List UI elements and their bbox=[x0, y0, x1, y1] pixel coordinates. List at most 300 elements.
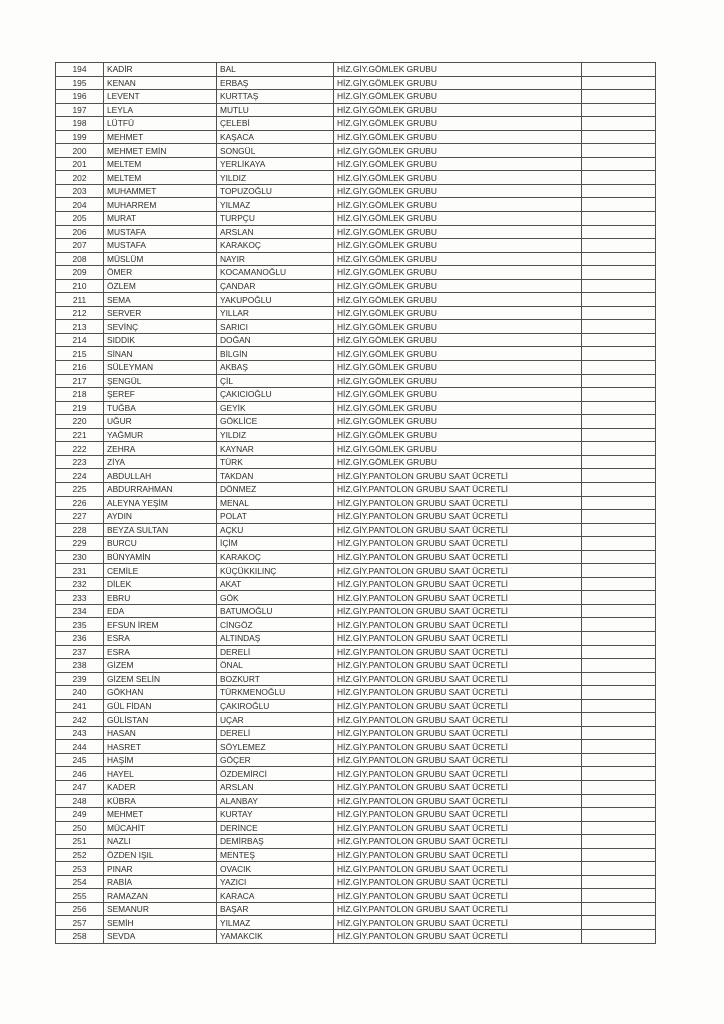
table-row bbox=[56, 63, 656, 77]
department-cell: HİZ.GİY.GÖMLEK GRUBU bbox=[334, 239, 582, 253]
department-cell: HİZ.GİY.PANTOLON GRUBU SAAT ÜCRETLİ bbox=[334, 577, 582, 591]
table-row bbox=[56, 930, 656, 944]
last-name-cell: OVACIK bbox=[217, 862, 334, 876]
first-name-cell: MEHMET bbox=[104, 808, 217, 822]
empty-cell bbox=[582, 184, 656, 198]
first-name-cell: LEVENT bbox=[104, 90, 217, 104]
department-cell: HİZ.GİY.PANTOLON GRUBU SAAT ÜCRETLİ bbox=[334, 726, 582, 740]
empty-cell bbox=[582, 523, 656, 537]
first-name-cell: SEMANUR bbox=[104, 902, 217, 916]
first-name-cell: EBRU bbox=[104, 591, 217, 605]
empty-cell bbox=[582, 442, 656, 456]
last-name-cell: BİLGİN bbox=[217, 347, 334, 361]
table-row bbox=[56, 875, 656, 889]
first-name-cell: RAMAZAN bbox=[104, 889, 217, 903]
last-name-cell: YAKUPOĞLU bbox=[217, 293, 334, 307]
row-number-cell: 223 bbox=[56, 455, 104, 469]
table-row bbox=[56, 496, 656, 510]
empty-cell bbox=[582, 469, 656, 483]
table-row bbox=[56, 76, 656, 90]
empty-cell bbox=[582, 225, 656, 239]
empty-cell bbox=[582, 144, 656, 158]
empty-cell bbox=[582, 63, 656, 77]
last-name-cell: YILMAZ bbox=[217, 198, 334, 212]
row-number-cell: 251 bbox=[56, 835, 104, 849]
department-cell: HİZ.GİY.GÖMLEK GRUBU bbox=[334, 157, 582, 171]
row-number-cell: 229 bbox=[56, 537, 104, 551]
row-number-cell: 246 bbox=[56, 767, 104, 781]
table-row bbox=[56, 537, 656, 551]
table-row bbox=[56, 388, 656, 402]
department-cell: HİZ.GİY.GÖMLEK GRUBU bbox=[334, 361, 582, 375]
last-name-cell: BATUMOĞLU bbox=[217, 604, 334, 618]
first-name-cell: ABDULLAH bbox=[104, 469, 217, 483]
row-number-cell: 194 bbox=[56, 63, 104, 77]
last-name-cell: KOCAMANOĞLU bbox=[217, 266, 334, 280]
department-cell: HİZ.GİY.PANTOLON GRUBU SAAT ÜCRETLİ bbox=[334, 510, 582, 524]
last-name-cell: TAKDAN bbox=[217, 469, 334, 483]
department-cell: HİZ.GİY.PANTOLON GRUBU SAAT ÜCRETLİ bbox=[334, 604, 582, 618]
last-name-cell: MENTEŞ bbox=[217, 848, 334, 862]
row-number-cell: 252 bbox=[56, 848, 104, 862]
table-row bbox=[56, 320, 656, 334]
first-name-cell: ALEYNA YEŞİM bbox=[104, 496, 217, 510]
department-cell: HİZ.GİY.PANTOLON GRUBU SAAT ÜCRETLİ bbox=[334, 672, 582, 686]
first-name-cell: SÜLEYMAN bbox=[104, 361, 217, 375]
empty-cell bbox=[582, 239, 656, 253]
row-number-cell: 230 bbox=[56, 550, 104, 564]
last-name-cell: SÖYLEMEZ bbox=[217, 740, 334, 754]
last-name-cell: ÇAKIROĞLU bbox=[217, 699, 334, 713]
first-name-cell: HASAN bbox=[104, 726, 217, 740]
row-number-cell: 241 bbox=[56, 699, 104, 713]
last-name-cell: UÇAR bbox=[217, 713, 334, 727]
department-cell: HİZ.GİY.PANTOLON GRUBU SAAT ÜCRETLİ bbox=[334, 835, 582, 849]
empty-cell bbox=[582, 699, 656, 713]
empty-cell bbox=[582, 401, 656, 415]
empty-cell bbox=[582, 496, 656, 510]
first-name-cell: SEVDA bbox=[104, 930, 217, 944]
last-name-cell: BOZKURT bbox=[217, 672, 334, 686]
row-number-cell: 225 bbox=[56, 482, 104, 496]
table-row bbox=[56, 889, 656, 903]
department-cell: HİZ.GİY.PANTOLON GRUBU SAAT ÜCRETLİ bbox=[334, 916, 582, 930]
department-cell: HİZ.GİY.GÖMLEK GRUBU bbox=[334, 184, 582, 198]
row-number-cell: 215 bbox=[56, 347, 104, 361]
first-name-cell: YAĞMUR bbox=[104, 428, 217, 442]
row-number-cell: 200 bbox=[56, 144, 104, 158]
empty-cell bbox=[582, 76, 656, 90]
last-name-cell: ÖZDEMİRCİ bbox=[217, 767, 334, 781]
row-number-cell: 232 bbox=[56, 577, 104, 591]
first-name-cell: MUHARREM bbox=[104, 198, 217, 212]
table-row bbox=[56, 821, 656, 835]
department-cell: HİZ.GİY.GÖMLEK GRUBU bbox=[334, 388, 582, 402]
empty-cell bbox=[582, 889, 656, 903]
empty-cell bbox=[582, 388, 656, 402]
row-number-cell: 227 bbox=[56, 510, 104, 524]
last-name-cell: DERİNCE bbox=[217, 821, 334, 835]
table-row bbox=[56, 794, 656, 808]
table-row bbox=[56, 442, 656, 456]
row-number-cell: 220 bbox=[56, 415, 104, 429]
table-row bbox=[56, 144, 656, 158]
department-cell: HİZ.GİY.PANTOLON GRUBU SAAT ÜCRETLİ bbox=[334, 930, 582, 944]
empty-cell bbox=[582, 482, 656, 496]
department-cell: HİZ.GİY.GÖMLEK GRUBU bbox=[334, 171, 582, 185]
first-name-cell: ÖZDEN IŞIL bbox=[104, 848, 217, 862]
table-row bbox=[56, 835, 656, 849]
empty-cell bbox=[582, 740, 656, 754]
empty-cell bbox=[582, 902, 656, 916]
first-name-cell: UĞUR bbox=[104, 415, 217, 429]
table-row bbox=[56, 848, 656, 862]
department-cell: HİZ.GİY.GÖMLEK GRUBU bbox=[334, 144, 582, 158]
empty-cell bbox=[582, 686, 656, 700]
row-number-cell: 222 bbox=[56, 442, 104, 456]
empty-cell bbox=[582, 455, 656, 469]
first-name-cell: SİNAN bbox=[104, 347, 217, 361]
empty-cell bbox=[582, 279, 656, 293]
last-name-cell: MENAL bbox=[217, 496, 334, 510]
department-cell: HİZ.GİY.GÖMLEK GRUBU bbox=[334, 455, 582, 469]
last-name-cell: BAL bbox=[217, 63, 334, 77]
department-cell: HİZ.GİY.GÖMLEK GRUBU bbox=[334, 306, 582, 320]
empty-cell bbox=[582, 835, 656, 849]
table-row bbox=[56, 279, 656, 293]
first-name-cell: MELTEM bbox=[104, 171, 217, 185]
last-name-cell: ÇAKICIOĞLU bbox=[217, 388, 334, 402]
row-number-cell: 207 bbox=[56, 239, 104, 253]
empty-cell bbox=[582, 821, 656, 835]
first-name-cell: BÜNYAMİN bbox=[104, 550, 217, 564]
table-row bbox=[56, 686, 656, 700]
first-name-cell: HAŞİM bbox=[104, 753, 217, 767]
empty-cell bbox=[582, 659, 656, 673]
department-cell: HİZ.GİY.GÖMLEK GRUBU bbox=[334, 442, 582, 456]
table-row bbox=[56, 699, 656, 713]
first-name-cell: GÜLİSTAN bbox=[104, 713, 217, 727]
department-cell: HİZ.GİY.PANTOLON GRUBU SAAT ÜCRETLİ bbox=[334, 848, 582, 862]
row-number-cell: 197 bbox=[56, 103, 104, 117]
row-number-cell: 247 bbox=[56, 780, 104, 794]
empty-cell bbox=[582, 428, 656, 442]
row-number-cell: 213 bbox=[56, 320, 104, 334]
table-row bbox=[56, 577, 656, 591]
department-cell: HİZ.GİY.PANTOLON GRUBU SAAT ÜCRETLİ bbox=[334, 686, 582, 700]
first-name-cell: GİZEM SELİN bbox=[104, 672, 217, 686]
row-number-cell: 240 bbox=[56, 686, 104, 700]
last-name-cell: TOPUZOĞLU bbox=[217, 184, 334, 198]
table-row bbox=[56, 239, 656, 253]
department-cell: HİZ.GİY.GÖMLEK GRUBU bbox=[334, 293, 582, 307]
department-cell: HİZ.GİY.GÖMLEK GRUBU bbox=[334, 63, 582, 77]
last-name-cell: ÇELEBİ bbox=[217, 117, 334, 131]
first-name-cell: BURCU bbox=[104, 537, 217, 551]
department-cell: HİZ.GİY.PANTOLON GRUBU SAAT ÜCRETLİ bbox=[334, 591, 582, 605]
table-row bbox=[56, 90, 656, 104]
table-row bbox=[56, 713, 656, 727]
first-name-cell: AYDIN bbox=[104, 510, 217, 524]
last-name-cell: TÜRKMENOĞLU bbox=[217, 686, 334, 700]
row-number-cell: 255 bbox=[56, 889, 104, 903]
empty-cell bbox=[582, 808, 656, 822]
empty-cell bbox=[582, 645, 656, 659]
last-name-cell: GÖÇER bbox=[217, 753, 334, 767]
empty-cell bbox=[582, 320, 656, 334]
first-name-cell: ZEHRA bbox=[104, 442, 217, 456]
table-row bbox=[56, 740, 656, 754]
table-row bbox=[56, 902, 656, 916]
table-row bbox=[56, 252, 656, 266]
empty-cell bbox=[582, 293, 656, 307]
first-name-cell: KÜBRA bbox=[104, 794, 217, 808]
department-cell: HİZ.GİY.GÖMLEK GRUBU bbox=[334, 320, 582, 334]
department-cell: HİZ.GİY.PANTOLON GRUBU SAAT ÜCRETLİ bbox=[334, 564, 582, 578]
department-cell: HİZ.GİY.PANTOLON GRUBU SAAT ÜCRETLİ bbox=[334, 875, 582, 889]
department-cell: HİZ.GİY.GÖMLEK GRUBU bbox=[334, 225, 582, 239]
empty-cell bbox=[582, 767, 656, 781]
row-number-cell: 204 bbox=[56, 198, 104, 212]
last-name-cell: KURTAY bbox=[217, 808, 334, 822]
empty-cell bbox=[582, 794, 656, 808]
table-row bbox=[56, 862, 656, 876]
department-cell: HİZ.GİY.GÖMLEK GRUBU bbox=[334, 117, 582, 131]
department-cell: HİZ.GİY.GÖMLEK GRUBU bbox=[334, 76, 582, 90]
empty-cell bbox=[582, 916, 656, 930]
department-cell: HİZ.GİY.GÖMLEK GRUBU bbox=[334, 130, 582, 144]
table-row bbox=[56, 604, 656, 618]
first-name-cell: CEMİLE bbox=[104, 564, 217, 578]
first-name-cell: MEHMET EMİN bbox=[104, 144, 217, 158]
department-cell: HİZ.GİY.PANTOLON GRUBU SAAT ÜCRETLİ bbox=[334, 496, 582, 510]
last-name-cell: DEMİRBAŞ bbox=[217, 835, 334, 849]
first-name-cell: LÜTFÜ bbox=[104, 117, 217, 131]
row-number-cell: 258 bbox=[56, 930, 104, 944]
row-number-cell: 214 bbox=[56, 333, 104, 347]
last-name-cell: MUTLU bbox=[217, 103, 334, 117]
department-cell: HİZ.GİY.GÖMLEK GRUBU bbox=[334, 347, 582, 361]
first-name-cell: ESRA bbox=[104, 645, 217, 659]
table-row bbox=[56, 564, 656, 578]
empty-cell bbox=[582, 577, 656, 591]
first-name-cell: EFSUN İREM bbox=[104, 618, 217, 632]
department-cell: HİZ.GİY.GÖMLEK GRUBU bbox=[334, 333, 582, 347]
empty-cell bbox=[582, 252, 656, 266]
department-cell: HİZ.GİY.PANTOLON GRUBU SAAT ÜCRETLİ bbox=[334, 767, 582, 781]
row-number-cell: 226 bbox=[56, 496, 104, 510]
row-number-cell: 256 bbox=[56, 902, 104, 916]
first-name-cell: GİZEM bbox=[104, 659, 217, 673]
row-number-cell: 198 bbox=[56, 117, 104, 131]
table-row bbox=[56, 591, 656, 605]
table-row bbox=[56, 808, 656, 822]
department-cell: HİZ.GİY.PANTOLON GRUBU SAAT ÜCRETLİ bbox=[334, 902, 582, 916]
empty-cell bbox=[582, 266, 656, 280]
department-cell: HİZ.GİY.GÖMLEK GRUBU bbox=[334, 401, 582, 415]
table-row bbox=[56, 306, 656, 320]
row-number-cell: 203 bbox=[56, 184, 104, 198]
table-row bbox=[56, 401, 656, 415]
empty-cell bbox=[582, 604, 656, 618]
department-cell: HİZ.GİY.PANTOLON GRUBU SAAT ÜCRETLİ bbox=[334, 659, 582, 673]
table-row bbox=[56, 550, 656, 564]
empty-cell bbox=[582, 157, 656, 171]
empty-cell bbox=[582, 726, 656, 740]
empty-cell bbox=[582, 631, 656, 645]
row-number-cell: 217 bbox=[56, 374, 104, 388]
department-cell: HİZ.GİY.PANTOLON GRUBU SAAT ÜCRETLİ bbox=[334, 862, 582, 876]
table-row bbox=[56, 469, 656, 483]
table-row bbox=[56, 130, 656, 144]
table-row bbox=[56, 618, 656, 632]
last-name-cell: ARSLAN bbox=[217, 225, 334, 239]
last-name-cell: GÖKLİCE bbox=[217, 415, 334, 429]
row-number-cell: 212 bbox=[56, 306, 104, 320]
table-row bbox=[56, 361, 656, 375]
last-name-cell: POLAT bbox=[217, 510, 334, 524]
first-name-cell: MÜCAHİT bbox=[104, 821, 217, 835]
row-number-cell: 243 bbox=[56, 726, 104, 740]
row-number-cell: 228 bbox=[56, 523, 104, 537]
empty-cell bbox=[582, 306, 656, 320]
empty-cell bbox=[582, 333, 656, 347]
first-name-cell: ÖMER bbox=[104, 266, 217, 280]
department-cell: HİZ.GİY.PANTOLON GRUBU SAAT ÜCRETLİ bbox=[334, 794, 582, 808]
row-number-cell: 208 bbox=[56, 252, 104, 266]
department-cell: HİZ.GİY.PANTOLON GRUBU SAAT ÜCRETLİ bbox=[334, 821, 582, 835]
empty-cell bbox=[582, 591, 656, 605]
table-row bbox=[56, 266, 656, 280]
row-number-cell: 237 bbox=[56, 645, 104, 659]
table-row bbox=[56, 510, 656, 524]
first-name-cell: SIDDIK bbox=[104, 333, 217, 347]
empty-cell bbox=[582, 550, 656, 564]
first-name-cell: MUSTAFA bbox=[104, 239, 217, 253]
table-row bbox=[56, 767, 656, 781]
department-cell: HİZ.GİY.PANTOLON GRUBU SAAT ÜCRETLİ bbox=[334, 469, 582, 483]
department-cell: HİZ.GİY.PANTOLON GRUBU SAAT ÜCRETLİ bbox=[334, 618, 582, 632]
row-number-cell: 242 bbox=[56, 713, 104, 727]
row-number-cell: 248 bbox=[56, 794, 104, 808]
table-row bbox=[56, 225, 656, 239]
table-row bbox=[56, 157, 656, 171]
department-cell: HİZ.GİY.GÖMLEK GRUBU bbox=[334, 212, 582, 226]
table-row bbox=[56, 184, 656, 198]
first-name-cell: LEYLA bbox=[104, 103, 217, 117]
last-name-cell: KARAKOÇ bbox=[217, 239, 334, 253]
department-cell: HİZ.GİY.GÖMLEK GRUBU bbox=[334, 428, 582, 442]
table-row bbox=[56, 753, 656, 767]
first-name-cell: ABDURRAHMAN bbox=[104, 482, 217, 496]
row-number-cell: 250 bbox=[56, 821, 104, 835]
empty-cell bbox=[582, 130, 656, 144]
last-name-cell: YILLAR bbox=[217, 306, 334, 320]
table-row bbox=[56, 455, 656, 469]
table-row bbox=[56, 482, 656, 496]
last-name-cell: YILMAZ bbox=[217, 916, 334, 930]
table-row bbox=[56, 780, 656, 794]
row-number-cell: 195 bbox=[56, 76, 104, 90]
personnel-table bbox=[55, 62, 656, 944]
row-number-cell: 209 bbox=[56, 266, 104, 280]
first-name-cell: SEMİH bbox=[104, 916, 217, 930]
first-name-cell: DİLEK bbox=[104, 577, 217, 591]
last-name-cell: KÜÇÜKKILINÇ bbox=[217, 564, 334, 578]
row-number-cell: 253 bbox=[56, 862, 104, 876]
row-number-cell: 196 bbox=[56, 90, 104, 104]
first-name-cell: MUSTAFA bbox=[104, 225, 217, 239]
row-number-cell: 249 bbox=[56, 808, 104, 822]
last-name-cell: DOĞAN bbox=[217, 333, 334, 347]
last-name-cell: GEYİK bbox=[217, 401, 334, 415]
row-number-cell: 257 bbox=[56, 916, 104, 930]
first-name-cell: SEMA bbox=[104, 293, 217, 307]
first-name-cell: SEVİNÇ bbox=[104, 320, 217, 334]
last-name-cell: KARAKOÇ bbox=[217, 550, 334, 564]
table-row bbox=[56, 415, 656, 429]
first-name-cell: PINAR bbox=[104, 862, 217, 876]
last-name-cell: ÖNAL bbox=[217, 659, 334, 673]
last-name-cell: SONGÜL bbox=[217, 144, 334, 158]
table-row bbox=[56, 347, 656, 361]
department-cell: HİZ.GİY.GÖMLEK GRUBU bbox=[334, 252, 582, 266]
first-name-cell: MURAT bbox=[104, 212, 217, 226]
table-body bbox=[56, 63, 656, 944]
table-row bbox=[56, 672, 656, 686]
table-row bbox=[56, 631, 656, 645]
first-name-cell: BEYZA SULTAN bbox=[104, 523, 217, 537]
empty-cell bbox=[582, 862, 656, 876]
table-row bbox=[56, 333, 656, 347]
last-name-cell: KAŞACA bbox=[217, 130, 334, 144]
last-name-cell: KAYNAR bbox=[217, 442, 334, 456]
last-name-cell: DERELİ bbox=[217, 645, 334, 659]
first-name-cell: MUHAMMET bbox=[104, 184, 217, 198]
last-name-cell: ARSLAN bbox=[217, 780, 334, 794]
last-name-cell: DÖNMEZ bbox=[217, 482, 334, 496]
department-cell: HİZ.GİY.PANTOLON GRUBU SAAT ÜCRETLİ bbox=[334, 753, 582, 767]
row-number-cell: 224 bbox=[56, 469, 104, 483]
last-name-cell: ÇİL bbox=[217, 374, 334, 388]
last-name-cell: GÖK bbox=[217, 591, 334, 605]
row-number-cell: 206 bbox=[56, 225, 104, 239]
table-row bbox=[56, 916, 656, 930]
table-row bbox=[56, 212, 656, 226]
empty-cell bbox=[582, 618, 656, 632]
empty-cell bbox=[582, 212, 656, 226]
row-number-cell: 235 bbox=[56, 618, 104, 632]
last-name-cell: YERLİKAYA bbox=[217, 157, 334, 171]
row-number-cell: 202 bbox=[56, 171, 104, 185]
row-number-cell: 219 bbox=[56, 401, 104, 415]
table-row bbox=[56, 171, 656, 185]
first-name-cell: MEHMET bbox=[104, 130, 217, 144]
empty-cell bbox=[582, 930, 656, 944]
empty-cell bbox=[582, 753, 656, 767]
first-name-cell: ZİYA bbox=[104, 455, 217, 469]
department-cell: HİZ.GİY.PANTOLON GRUBU SAAT ÜCRETLİ bbox=[334, 631, 582, 645]
empty-cell bbox=[582, 117, 656, 131]
last-name-cell: YILDIZ bbox=[217, 428, 334, 442]
row-number-cell: 234 bbox=[56, 604, 104, 618]
row-number-cell: 236 bbox=[56, 631, 104, 645]
row-number-cell: 216 bbox=[56, 361, 104, 375]
last-name-cell: CİNGÖZ bbox=[217, 618, 334, 632]
empty-cell bbox=[582, 848, 656, 862]
department-cell: HİZ.GİY.GÖMLEK GRUBU bbox=[334, 103, 582, 117]
first-name-cell: ESRA bbox=[104, 631, 217, 645]
